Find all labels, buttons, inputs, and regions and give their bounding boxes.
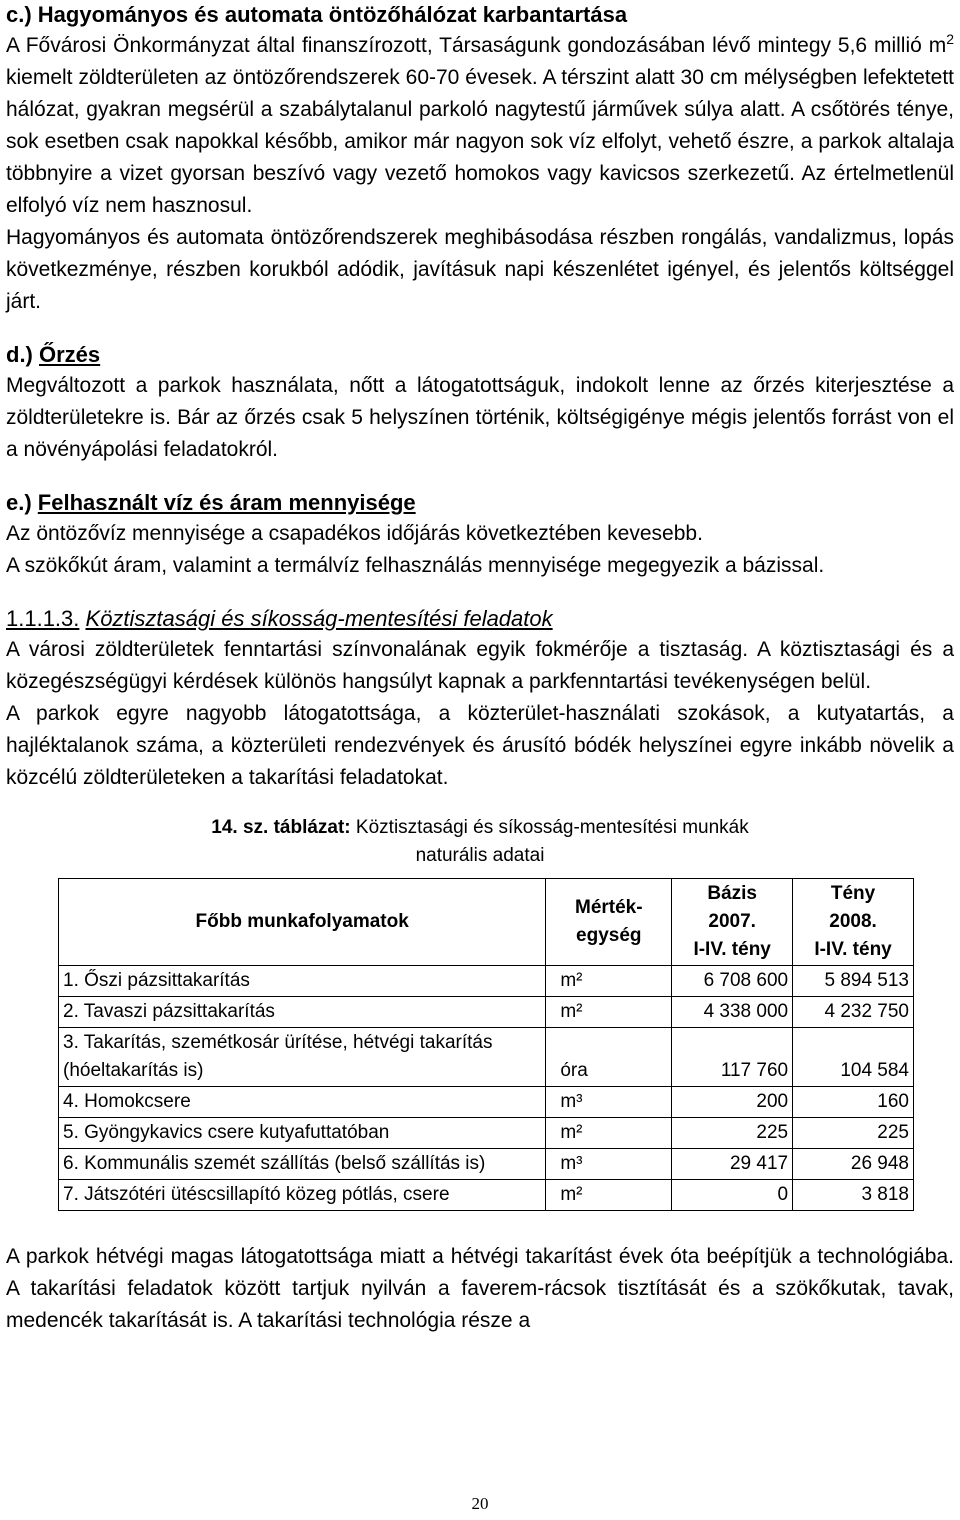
section-d-paragraph: Megváltozott a parkok használata, nőtt a látogatottságuk, indokolt lenne az őrzés kiterjesztése a zöldterületekre is. Bár az őrzés csak 5 helyszínen történik, költségigénye mégis jelentős forrást von el a növényápolási feladatokról. [6,374,954,461]
table-row: 4. Homokcsere m³ 200 160 [59,1087,914,1118]
data-table [58,878,914,1211]
section-c-paragraph-1: A Fővárosi Önkormányzat által finanszírozott, Társaságunk gondozásában lévő mintegy 5,6 millió $m^2$ kiemelt zöldterületen az öntözőrendszerek 60-70 évesek. A térszint alatt 30 cm mélységben lefektetett hálózat, gyakran megsérül a szabálytalanul parkoló nagytestű járművek súlya alatt. A csőtörés ténye, sok esetben csak napokkal később, amikor már nagyon sok víz elfolyt, vehető észre, a parkok altalaja többnyire a vizet gyorsan beszívó vagy vezető homokos vagy kavicsos szerkezetű. Az értelmetlenül elfolyó víz nem hasznosul. [6,31,954,217]
closing-paragraph: A parkok hétvégi magas látogatottsága miatt a hétvégi takarítást évek óta beépítjük a technológiába. A takarítási feladatok között tartjuk nyilván a faverem-rácsok tisztítását és a szökőkutak, tavak, medencék takarítását is. A takarítási technológia része a [6,1245,954,1332]
header-unit: Mérték- egység [546,879,672,966]
header-fact: Tény 2008. I-IV. tény [793,879,914,966]
table-row: 1. Őszi pázsittakarítás m² 6 708 600 5 894 513 [59,966,914,997]
section-1113-paragraph-2: A parkok egyre nagyobb látogatottsága, a közterület-használati szokások, a kutyatartás, a hajléktalanok száma, a közterületi rendezvények és árusító bódék helyszínei egyre inkább növelik a közcélú zöldterületeken a takarítási feladatokat. [6,702,954,789]
table-row: 7. Játszótéri ütéscsillapító közeg pótlás, csere m² 0 3 818 [59,1180,914,1211]
section-c-heading: c.) Hagyományos és automata öntözőhálózat karbantartása [6,2,628,27]
table-row: 3. Takarítás, szemétkosár ürítése, hétvégi takarítás (hóeltakarítás is) óra 117 760 104 584 [59,1028,914,1087]
section-e-paragraph-2: A szökőkút áram, valamint a termálvíz felhasználás mennyisége megegyezik a bázissal. [6,554,825,577]
table-row: 5. Gyöngykavics csere kutyafuttatóban m² 225 225 [59,1118,914,1149]
table-row: 2. Tavaszi pázsittakarítás m² 4 338 000 4 232 750 [59,997,914,1028]
section-1113-paragraph-1: A városi zöldterületek fenntartási színvonalának egyik fokmérője a tisztaság. A köztisztasági és a közegészségügyi kérdések különös hangsúlyt kapnak a parkfenntartási tevékenységen belül. [6,638,954,693]
table-header-row [59,879,914,966]
section-e-heading: e.) Felhasznált víz és áram mennyisége [6,490,416,515]
section-1113-heading: 1.1.1.3. Köztisztasági és síkosság-mentesítési feladatok [6,606,553,631]
page-number: 20 [471,1494,489,1513]
section-e-paragraph-1: Az öntözővíz mennyisége a csapadékos időjárás következtében kevesebb. [6,522,703,545]
header-base: Bázis 2007. I-IV. tény [672,879,793,966]
section-d [6,340,954,466]
table-caption: 14. sz. táblázat: Köztisztasági és síkosság-mentesítési munkák naturális adatai [211,817,749,866]
section-d-heading: d.) Őrzés [6,342,101,367]
section-1113 [6,604,954,794]
header-main: Főbb munkafolyamatok [59,879,546,966]
section-e [6,488,954,582]
table-row: 6. Kommunális szemét szállítás (belső szállítás is) m³ 29 417 26 948 [59,1149,914,1180]
section-c-paragraph-2: Hagyományos és automata öntözőrendszerek meghibásodása részben rongálás, vandalizmus, lopás következménye, részben korukból adódik, javításuk napi készenlétet igényel, és jelentős költséggel járt. [6,226,954,313]
